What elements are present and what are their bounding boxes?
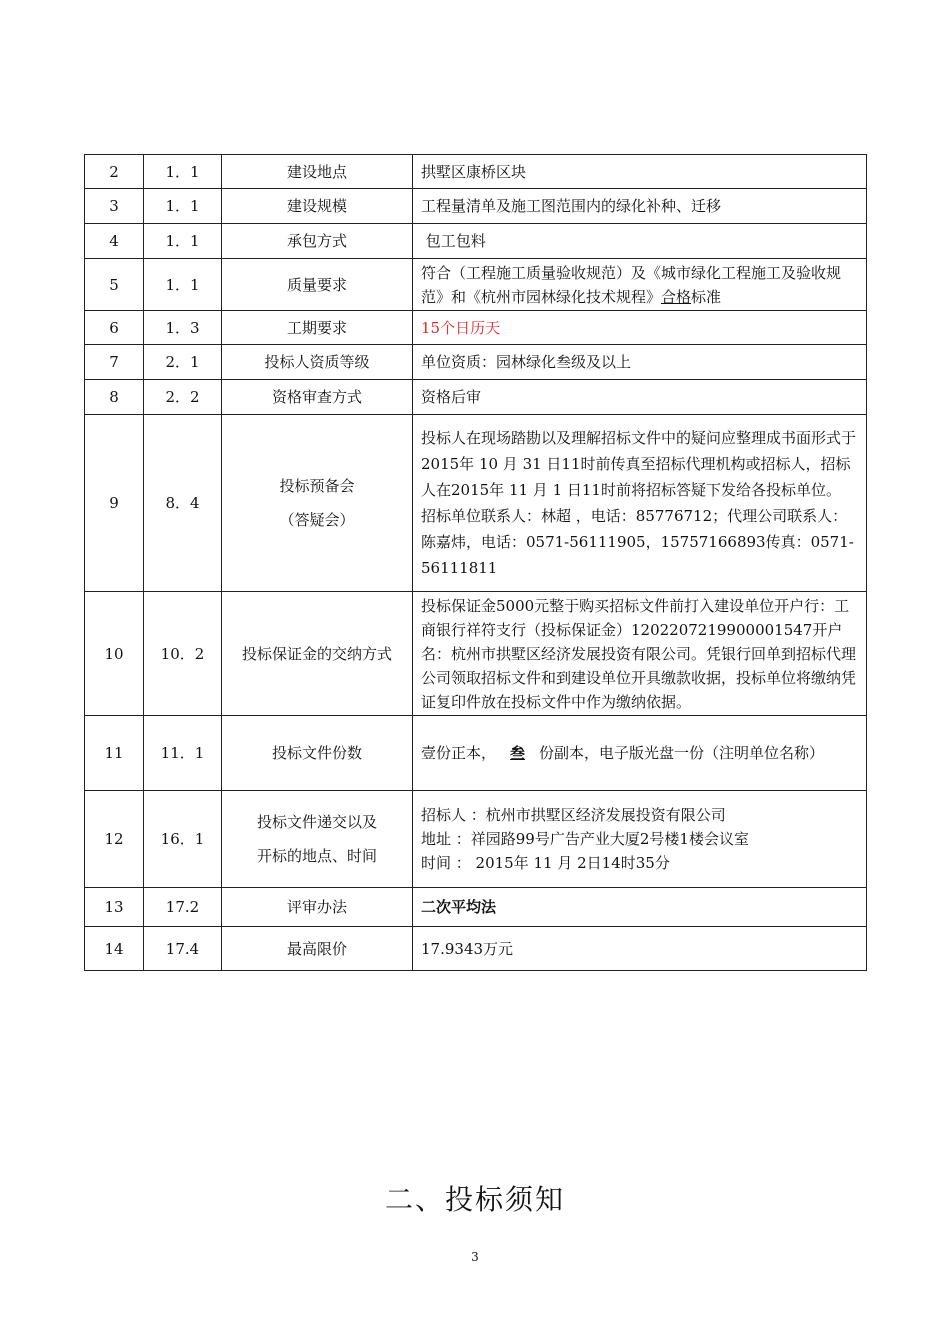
qa-text: 投标人在现场踏勘以及理解招标文件中的疑问应整理成书面形式于2015年 10 月 31 日11时前传真至招标代理机构或招标人，招标人在2015年 11 月 1 日11时前将招标答疑下发给各投标单位。: [421, 429, 857, 499]
item-name: 投标文件份数: [222, 716, 413, 791]
table-row: [85, 716, 867, 791]
row-number: 8: [85, 380, 144, 415]
item-name: [222, 415, 413, 592]
table-row: [85, 345, 867, 380]
table-row: [85, 224, 867, 259]
table-row: [85, 259, 867, 311]
section-title: 二、投标须知: [384, 1183, 565, 1216]
item-name: 质量要求: [222, 259, 413, 311]
row-number: 13: [85, 888, 144, 927]
item-name: 评审办法: [222, 888, 413, 927]
table-row: [85, 189, 867, 224]
quality-grade: 合格: [661, 287, 692, 306]
item-name: 承包方式: [222, 224, 413, 259]
row-number: 6: [85, 311, 144, 345]
clause-number: 1．1: [144, 259, 222, 311]
time-line: 时间 ： 2015年 11 月 2日14时35分: [421, 854, 670, 872]
item-content: 资格后审: [413, 380, 867, 415]
item-name: 投标人资质等级: [222, 345, 413, 380]
clause-number: 8．4: [144, 415, 222, 592]
row-number: 7: [85, 345, 144, 380]
item-content: 二次平均法: [413, 888, 867, 927]
item-name-line1: 投标文件递交以及: [256, 813, 377, 831]
clause-number: 17.2: [144, 888, 222, 927]
item-content: 15个日历天: [413, 311, 867, 345]
table-row: [85, 311, 867, 345]
item-name: 资格审查方式: [222, 380, 413, 415]
clause-number: 10．2: [144, 592, 222, 716]
item-name-line2: （答疑会）: [279, 511, 355, 529]
item-content: 单位资质：园林绿化叁级及以上: [413, 345, 867, 380]
table-row: [85, 415, 867, 592]
row-number: 9: [85, 415, 144, 592]
clause-number: 17.4: [144, 927, 222, 971]
table-row: [85, 888, 867, 927]
contact-text: 招标单位联系人：林超 ，电话：85776712；代理公司联系人：陈嘉炜，电话：0571-56111905，15757166893传真：0571-56111811: [421, 507, 854, 577]
item-name-line1: 投标预备会: [279, 477, 355, 495]
row-number: 3: [85, 189, 144, 224]
row-number: 5: [85, 259, 144, 311]
table-row: [85, 791, 867, 888]
clause-number: 2．1: [144, 345, 222, 380]
clause-number: 2．2: [144, 380, 222, 415]
tenderer-line: 招标人 ：杭州市拱墅区经济发展投资有限公司: [421, 806, 726, 824]
item-content: 拱墅区康桥区块: [413, 155, 867, 189]
clause-number: 11．1: [144, 716, 222, 791]
item-content: [413, 716, 867, 791]
row-number: 2: [85, 155, 144, 189]
copies-count: 叁: [510, 743, 526, 762]
quality-text: 符合（工程施工质量验收规范）及《城市绿化工程施工及验收规范》和《杭州市园林绿化技术规程》: [421, 263, 842, 306]
table-row: [85, 592, 867, 716]
row-number: 11: [85, 716, 144, 791]
clause-number: 1．1: [144, 189, 222, 224]
item-content: 工程量清单及施工图范围内的绿化补种、迁移: [413, 189, 867, 224]
item-content: [413, 791, 867, 888]
bid-data-table: [84, 154, 867, 971]
clause-number: 1．1: [144, 155, 222, 189]
item-name: 最高限价: [222, 927, 413, 971]
page-number: 3: [471, 1250, 479, 1264]
table-row: [85, 380, 867, 415]
row-number: 14: [85, 927, 144, 971]
copies-rest: 份副本，电子版光盘一份（注明单位名称）: [539, 743, 825, 762]
row-number: 10: [85, 592, 144, 716]
item-name: 投标保证金的交纳方式: [222, 592, 413, 716]
clause-number: 1．3: [144, 311, 222, 345]
item-content: 包工包料: [413, 224, 867, 259]
item-content: 17.9343万元: [413, 927, 867, 971]
clause-number: 16．1: [144, 791, 222, 888]
address-line: 地址 ：祥园路99号广告产业大厦2号楼1楼会议室: [421, 830, 749, 848]
item-name: 建设规模: [222, 189, 413, 224]
item-name: [222, 791, 413, 888]
row-number: 12: [85, 791, 144, 888]
item-name-line2: 开标的地点、时间: [256, 847, 377, 865]
item-content: [413, 259, 867, 311]
quality-suffix: 标准: [691, 287, 722, 306]
item-name: 建设地点: [222, 155, 413, 189]
table-row: [85, 155, 867, 189]
copies-original: 壹份正本，: [421, 743, 497, 762]
clause-number: 1．1: [144, 224, 222, 259]
item-content: [413, 415, 867, 592]
item-name: 工期要求: [222, 311, 413, 345]
table-row: [85, 927, 867, 971]
row-number: 4: [85, 224, 144, 259]
item-content: 投标保证金5000元整于购买招标文件前打入建设单位开户行：工商银行祥符支行（投标保证金）1202207219900001547开户名：杭州市拱墅区经济发展投资有限公司。凭银行回单到招标代理公司领取招标文件和到建设单位开具缴款收据，投标单位将缴纳凭证复印件放在投标文件中作为缴纳依据。: [413, 592, 867, 716]
